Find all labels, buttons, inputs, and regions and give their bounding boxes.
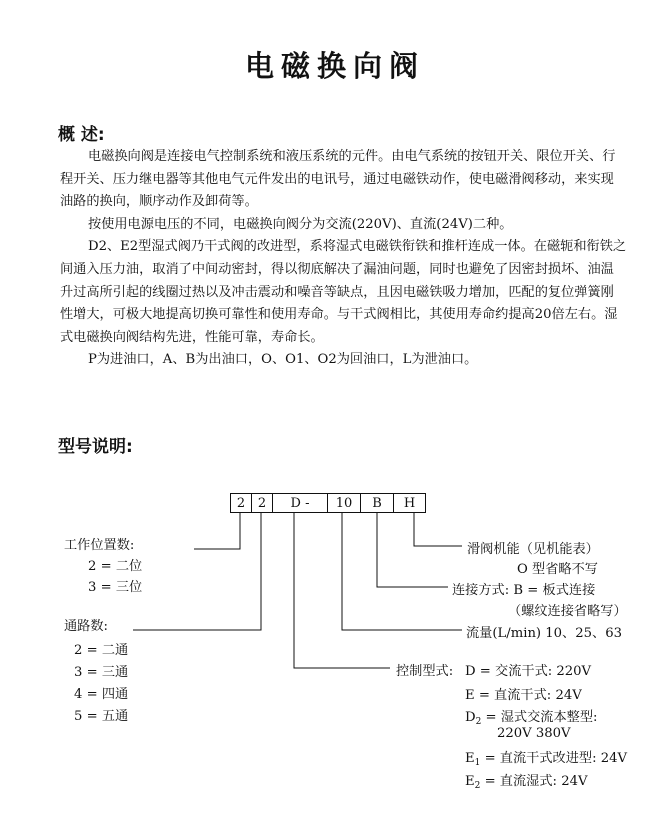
- model-heading: 型号说明:: [58, 437, 133, 457]
- connection-note: （螺纹连接省略写）: [508, 604, 627, 619]
- work-position-option: 2 = 二位: [88, 559, 143, 574]
- control-e2-text: = 直流湿式: 24V: [480, 774, 588, 789]
- work-position-option: 3 = 三位: [88, 580, 143, 595]
- control-e1-letter: E: [465, 751, 475, 766]
- channel-option: 5 = 五通: [74, 709, 129, 724]
- control-option-e: E = 直流干式: 24V: [465, 688, 582, 703]
- code-box-channels: 2: [251, 493, 272, 513]
- page-title: 电磁换向阀: [244, 49, 425, 83]
- overview-line: 式电磁换向阀结构先进，性能可靠，寿命长。: [60, 329, 324, 345]
- control-d2-letter: D: [465, 710, 476, 725]
- control-e2-subscript: 2: [474, 781, 481, 791]
- overview-line: 升过高所引起的线圈过热以及冲击震动和噪音等缺点，且因电磁铁吸力增加，匹配的复位弹簧刚: [60, 284, 614, 300]
- control-d2-subscript: 2: [475, 717, 482, 727]
- control-option-e2: [465, 770, 588, 791]
- work-positions-label: 工作位置数:: [64, 538, 135, 553]
- overview-line: 按使用电源电压的不同，电磁换向阀分为交流(220V)、直流(24V)二种。: [88, 216, 513, 232]
- control-option-e1: [465, 747, 627, 768]
- overview-line: 间通入压力油，取消了中间动密封，得以彻底解决了漏油问题，同时也避免了因密封损坏、油温: [60, 261, 614, 277]
- code-box-connection: B: [360, 493, 393, 513]
- code-box-positions: 2: [230, 493, 251, 513]
- control-option-d2: [465, 706, 598, 727]
- channel-option: 2 = 二通: [74, 643, 129, 658]
- code-box-flow: 10: [327, 493, 360, 513]
- channels-label: 通路数:: [64, 619, 109, 634]
- channel-option: 3 = 三通: [74, 665, 129, 680]
- control-e1-subscript: 1: [474, 758, 481, 768]
- spool-function-note: O 型省略不写: [517, 562, 598, 577]
- control-type-label: 控制型式:: [396, 664, 454, 679]
- flow-label: 流量(L/min) 10、25、63: [466, 626, 622, 641]
- code-box-control: D -: [272, 493, 327, 513]
- overview-line: 电磁换向阀是连接电气控制系统和液压系统的元件。由电气系统的按钮开关、限位开关、行: [88, 149, 616, 164]
- control-d2-voltages: 220V 380V: [497, 726, 571, 741]
- control-option-d: D = 交流干式: 220V: [465, 664, 592, 679]
- channel-option: 4 = 四通: [74, 687, 129, 702]
- control-e2-letter: E: [465, 774, 475, 789]
- overview-line: P为进油口，A、B为出油口，O、O1、O2为回油口，L为泄油口。: [88, 352, 478, 368]
- overview-line: 油路的换向，顺序动作及卸荷等。: [60, 194, 258, 210]
- overview-line: D2、E2型湿式阀乃干式阀的改进型，系将湿式电磁铁衔铁和推杆连成一体。在磁轭和衔铁之: [88, 239, 627, 255]
- spool-function-label: 滑阀机能（见机能表）: [467, 542, 599, 557]
- overview-line: 性增大，可极大地提高切换可靠性和使用寿命。与干式阀相比，其使用寿命约提高20倍左右。湿: [60, 307, 618, 323]
- control-e1-text: = 直流干式改进型: 24V: [480, 751, 628, 766]
- overview-line: 程开关、压力继电器等其他电气元件发出的电讯号，通过电磁铁动作，使电磁滑阀移动，来实现: [60, 171, 614, 187]
- code-box-function: H: [393, 493, 426, 513]
- overview-heading: 概 述:: [58, 125, 105, 145]
- control-d2-text: = 湿式交流本整型:: [481, 710, 598, 725]
- connection-label: 连接方式: B = 板式连接: [452, 583, 596, 598]
